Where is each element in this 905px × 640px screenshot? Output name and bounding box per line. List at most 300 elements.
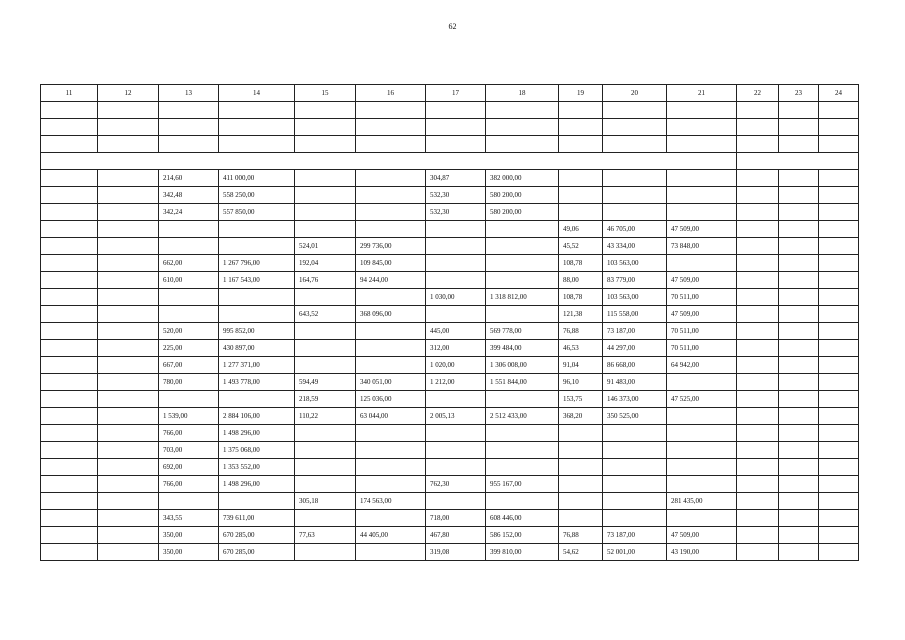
table-cell bbox=[98, 408, 159, 425]
table-cell: 569 778,00 bbox=[486, 323, 559, 340]
table-cell bbox=[603, 459, 667, 476]
table-cell: 73 848,00 bbox=[667, 238, 737, 255]
table-cell bbox=[295, 221, 356, 238]
table-cell bbox=[819, 425, 859, 442]
column-header: 17 bbox=[426, 85, 486, 102]
table-cell bbox=[779, 221, 819, 238]
table-cell: 164,76 bbox=[295, 272, 356, 289]
table-cell bbox=[98, 187, 159, 204]
table-cell bbox=[486, 255, 559, 272]
table-cell bbox=[737, 425, 779, 442]
table-cell bbox=[667, 374, 737, 391]
table-cell bbox=[356, 187, 426, 204]
table-cell: 70 511,00 bbox=[667, 289, 737, 306]
table-cell bbox=[779, 459, 819, 476]
table-row bbox=[41, 391, 859, 408]
table-cell: 43 334,00 bbox=[603, 238, 667, 255]
table-row bbox=[41, 187, 859, 204]
table-cell bbox=[559, 476, 603, 493]
table-cell bbox=[737, 374, 779, 391]
table-cell bbox=[559, 493, 603, 510]
table-cell bbox=[356, 204, 426, 221]
table-cell: 766,00 bbox=[159, 476, 219, 493]
table-cell bbox=[41, 493, 98, 510]
table-cell bbox=[737, 272, 779, 289]
table-cell bbox=[41, 289, 98, 306]
table-cell: 76,88 bbox=[559, 323, 603, 340]
table-cell: 91 483,00 bbox=[603, 374, 667, 391]
table-cell bbox=[819, 323, 859, 340]
table-cell bbox=[603, 510, 667, 527]
table-cell: 1 498 296,00 bbox=[219, 476, 295, 493]
table-cell bbox=[603, 425, 667, 442]
table-cell bbox=[603, 476, 667, 493]
table-cell: 430 897,00 bbox=[219, 340, 295, 357]
table-cell bbox=[41, 459, 98, 476]
table-cell bbox=[779, 527, 819, 544]
table-row bbox=[41, 323, 859, 340]
table-cell bbox=[426, 306, 486, 323]
table-cell: 350 525,00 bbox=[603, 408, 667, 425]
table-cell: 762,30 bbox=[426, 476, 486, 493]
table-cell bbox=[41, 204, 98, 221]
table-cell: 108,78 bbox=[559, 289, 603, 306]
table-cell: 1 306 008,00 bbox=[486, 357, 559, 374]
column-header: 13 bbox=[159, 85, 219, 102]
column-header: 18 bbox=[486, 85, 559, 102]
table-cell: 312,00 bbox=[426, 340, 486, 357]
column-header: 16 bbox=[356, 85, 426, 102]
table-cell bbox=[737, 527, 779, 544]
table-cell: 1 167 543,00 bbox=[219, 272, 295, 289]
table-cell bbox=[559, 187, 603, 204]
table-cell bbox=[98, 476, 159, 493]
table-cell: 1 353 552,00 bbox=[219, 459, 295, 476]
table-cell bbox=[559, 425, 603, 442]
table-cell bbox=[98, 272, 159, 289]
table-cell bbox=[356, 442, 426, 459]
table-cell bbox=[41, 323, 98, 340]
table-cell bbox=[819, 238, 859, 255]
table-cell bbox=[737, 442, 779, 459]
table-cell bbox=[559, 170, 603, 187]
table-row bbox=[41, 425, 859, 442]
table-cell bbox=[603, 204, 667, 221]
table-cell bbox=[295, 340, 356, 357]
table-cell: 1 020,00 bbox=[426, 357, 486, 374]
table-cell bbox=[603, 170, 667, 187]
table-cell bbox=[486, 425, 559, 442]
table-row bbox=[41, 544, 859, 561]
table-cell bbox=[219, 493, 295, 510]
table-cell bbox=[779, 306, 819, 323]
column-header: 23 bbox=[779, 85, 819, 102]
table-cell bbox=[667, 170, 737, 187]
table-cell: 382 000,00 bbox=[486, 170, 559, 187]
table-cell bbox=[667, 408, 737, 425]
table-cell bbox=[779, 544, 819, 561]
table-cell bbox=[98, 340, 159, 357]
column-header: 12 bbox=[98, 85, 159, 102]
table-cell: 368,20 bbox=[559, 408, 603, 425]
table-row bbox=[41, 476, 859, 493]
table-cell: 91,04 bbox=[559, 357, 603, 374]
table-cell bbox=[779, 425, 819, 442]
table-cell bbox=[667, 476, 737, 493]
table-cell bbox=[295, 459, 356, 476]
table-cell bbox=[737, 476, 779, 493]
table-cell: 1 493 778,00 bbox=[219, 374, 295, 391]
table-cell: 703,00 bbox=[159, 442, 219, 459]
table-cell: 411 000,00 bbox=[219, 170, 295, 187]
table-cell bbox=[486, 272, 559, 289]
table-cell bbox=[779, 442, 819, 459]
table-cell bbox=[98, 357, 159, 374]
table-cell bbox=[98, 238, 159, 255]
table-cell bbox=[559, 204, 603, 221]
table-cell: 2 005,13 bbox=[426, 408, 486, 425]
table-cell bbox=[219, 289, 295, 306]
table-cell bbox=[819, 340, 859, 357]
table-cell bbox=[219, 238, 295, 255]
table-cell: 103 563,00 bbox=[603, 255, 667, 272]
table-cell: 399 484,00 bbox=[486, 340, 559, 357]
table-cell: 1 212,00 bbox=[426, 374, 486, 391]
table-cell bbox=[819, 357, 859, 374]
table-cell bbox=[779, 340, 819, 357]
table-cell bbox=[737, 391, 779, 408]
table-cell: 94 244,00 bbox=[356, 272, 426, 289]
table-cell bbox=[426, 391, 486, 408]
table-cell: 214,60 bbox=[159, 170, 219, 187]
table-cell: 350,00 bbox=[159, 527, 219, 544]
table-cell: 319,08 bbox=[426, 544, 486, 561]
header-row bbox=[41, 85, 859, 102]
table-cell: 76,88 bbox=[559, 527, 603, 544]
table-cell: 96,10 bbox=[559, 374, 603, 391]
table-cell: 670 285,00 bbox=[219, 544, 295, 561]
table-cell bbox=[159, 221, 219, 238]
table-cell bbox=[819, 204, 859, 221]
table-cell bbox=[356, 459, 426, 476]
table-cell: 1 498 296,00 bbox=[219, 425, 295, 442]
table-cell bbox=[356, 544, 426, 561]
table-cell bbox=[486, 238, 559, 255]
table-cell bbox=[41, 255, 98, 272]
table-cell bbox=[159, 493, 219, 510]
table-cell bbox=[159, 306, 219, 323]
table-cell bbox=[41, 527, 98, 544]
table-cell: 174 563,00 bbox=[356, 493, 426, 510]
table-cell: 340 051,00 bbox=[356, 374, 426, 391]
table-row bbox=[41, 357, 859, 374]
table-cell: 739 611,00 bbox=[219, 510, 295, 527]
table-cell: 532,30 bbox=[426, 187, 486, 204]
table-cell: 146 373,00 bbox=[603, 391, 667, 408]
table-cell: 662,00 bbox=[159, 255, 219, 272]
table-cell bbox=[426, 442, 486, 459]
table-cell bbox=[779, 289, 819, 306]
table-cell bbox=[98, 544, 159, 561]
table-cell bbox=[737, 459, 779, 476]
table-cell bbox=[779, 408, 819, 425]
table-cell: 83 779,00 bbox=[603, 272, 667, 289]
table-cell bbox=[41, 391, 98, 408]
table-cell: 44 297,00 bbox=[603, 340, 667, 357]
table-cell bbox=[819, 306, 859, 323]
table-cell: 110,22 bbox=[295, 408, 356, 425]
table-cell bbox=[98, 170, 159, 187]
table-cell: 2 512 433,00 bbox=[486, 408, 559, 425]
table-cell: 580 200,00 bbox=[486, 187, 559, 204]
table-cell bbox=[98, 374, 159, 391]
table-cell: 299 736,00 bbox=[356, 238, 426, 255]
table-cell bbox=[295, 357, 356, 374]
table-cell bbox=[737, 187, 779, 204]
table-cell bbox=[295, 323, 356, 340]
table-cell: 108,78 bbox=[559, 255, 603, 272]
table-cell bbox=[486, 442, 559, 459]
table-row bbox=[41, 493, 859, 510]
table-cell bbox=[667, 187, 737, 204]
column-header: 19 bbox=[559, 85, 603, 102]
table-cell bbox=[98, 221, 159, 238]
table-row bbox=[41, 306, 859, 323]
table-cell: 304,87 bbox=[426, 170, 486, 187]
table-cell bbox=[41, 442, 98, 459]
table-cell: 109 845,00 bbox=[356, 255, 426, 272]
table-cell bbox=[356, 476, 426, 493]
table-cell bbox=[779, 357, 819, 374]
column-header: 21 bbox=[667, 85, 737, 102]
table-cell bbox=[819, 510, 859, 527]
table-cell: 718,00 bbox=[426, 510, 486, 527]
table-cell bbox=[98, 204, 159, 221]
table-cell bbox=[819, 289, 859, 306]
table-row bbox=[41, 442, 859, 459]
table-cell bbox=[426, 238, 486, 255]
table-cell bbox=[779, 272, 819, 289]
table-cell: 342,24 bbox=[159, 204, 219, 221]
table-row bbox=[41, 408, 859, 425]
column-header: 22 bbox=[737, 85, 779, 102]
table-cell bbox=[98, 442, 159, 459]
table-cell: 47 509,00 bbox=[667, 221, 737, 238]
table-cell: 45,52 bbox=[559, 238, 603, 255]
table-cell: 54,62 bbox=[559, 544, 603, 561]
table-cell: 70 511,00 bbox=[667, 340, 737, 357]
table-cell: 692,00 bbox=[159, 459, 219, 476]
table-cell: 594,49 bbox=[295, 374, 356, 391]
table-cell: 557 850,00 bbox=[219, 204, 295, 221]
table-cell: 47 525,00 bbox=[667, 391, 737, 408]
table-cell: 586 152,00 bbox=[486, 527, 559, 544]
table-cell bbox=[819, 391, 859, 408]
table-cell bbox=[559, 442, 603, 459]
table-cell: 70 511,00 bbox=[667, 323, 737, 340]
table-cell: 225,00 bbox=[159, 340, 219, 357]
table-cell: 580 200,00 bbox=[486, 204, 559, 221]
table-cell bbox=[559, 510, 603, 527]
table-cell bbox=[426, 272, 486, 289]
table-cell bbox=[295, 425, 356, 442]
table-cell: 86 668,00 bbox=[603, 357, 667, 374]
table-row bbox=[41, 255, 859, 272]
table-cell: 121,38 bbox=[559, 306, 603, 323]
table-cell bbox=[295, 187, 356, 204]
blank-row bbox=[41, 102, 859, 119]
table-row bbox=[41, 510, 859, 527]
table-cell: 88,00 bbox=[559, 272, 603, 289]
table-cell bbox=[819, 221, 859, 238]
table-cell: 73 187,00 bbox=[603, 527, 667, 544]
table-cell bbox=[737, 323, 779, 340]
table-cell: 766,00 bbox=[159, 425, 219, 442]
table-cell bbox=[779, 493, 819, 510]
table-cell: 64 942,00 bbox=[667, 357, 737, 374]
table-cell bbox=[486, 391, 559, 408]
table-cell bbox=[356, 357, 426, 374]
table-cell: 103 563,00 bbox=[603, 289, 667, 306]
table-cell bbox=[667, 425, 737, 442]
table-cell: 1 375 068,00 bbox=[219, 442, 295, 459]
table-cell bbox=[295, 510, 356, 527]
table-cell bbox=[737, 306, 779, 323]
table-cell: 1 318 812,00 bbox=[486, 289, 559, 306]
column-header: 24 bbox=[819, 85, 859, 102]
column-header: 20 bbox=[603, 85, 667, 102]
table-cell bbox=[819, 374, 859, 391]
table-cell: 115 558,00 bbox=[603, 306, 667, 323]
table-cell: 445,00 bbox=[426, 323, 486, 340]
table-row bbox=[41, 289, 859, 306]
table-cell bbox=[41, 357, 98, 374]
table-cell bbox=[356, 323, 426, 340]
table-cell: 524,01 bbox=[295, 238, 356, 255]
table-cell bbox=[737, 510, 779, 527]
page-number: 62 bbox=[448, 22, 457, 31]
table-cell bbox=[41, 187, 98, 204]
table-cell bbox=[737, 408, 779, 425]
blank-row bbox=[41, 119, 859, 136]
table-cell bbox=[779, 391, 819, 408]
table-cell: 1 551 844,00 bbox=[486, 374, 559, 391]
table-cell: 73 187,00 bbox=[603, 323, 667, 340]
table-cell: 558 250,00 bbox=[219, 187, 295, 204]
table-cell bbox=[559, 459, 603, 476]
table-cell bbox=[779, 510, 819, 527]
table-cell bbox=[41, 170, 98, 187]
table-cell bbox=[98, 255, 159, 272]
table-cell: 350,00 bbox=[159, 544, 219, 561]
table-cell bbox=[295, 204, 356, 221]
table-cell bbox=[779, 187, 819, 204]
table-cell bbox=[603, 187, 667, 204]
table-cell bbox=[779, 255, 819, 272]
table-row bbox=[41, 340, 859, 357]
table-row bbox=[41, 170, 859, 187]
table-cell: 1 539,00 bbox=[159, 408, 219, 425]
table-cell bbox=[356, 221, 426, 238]
column-header: 11 bbox=[41, 85, 98, 102]
table-cell bbox=[486, 306, 559, 323]
table-cell bbox=[41, 340, 98, 357]
table-cell bbox=[295, 544, 356, 561]
table-cell bbox=[41, 544, 98, 561]
table-cell bbox=[819, 272, 859, 289]
table-cell bbox=[779, 476, 819, 493]
table-cell bbox=[41, 408, 98, 425]
table-cell bbox=[779, 323, 819, 340]
column-header: 15 bbox=[295, 85, 356, 102]
table-cell: 44 405,00 bbox=[356, 527, 426, 544]
table-cell: 125 036,00 bbox=[356, 391, 426, 408]
table-cell bbox=[426, 493, 486, 510]
blank-row bbox=[41, 136, 859, 153]
table-cell bbox=[819, 255, 859, 272]
table-cell: 2 884 106,00 bbox=[219, 408, 295, 425]
table-cell bbox=[356, 340, 426, 357]
table-cell bbox=[98, 323, 159, 340]
table-cell bbox=[667, 204, 737, 221]
table-cell: 610,00 bbox=[159, 272, 219, 289]
table-cell bbox=[819, 459, 859, 476]
table-cell bbox=[356, 289, 426, 306]
table-cell: 643,52 bbox=[295, 306, 356, 323]
table-cell bbox=[98, 527, 159, 544]
table-cell: 153,75 bbox=[559, 391, 603, 408]
table-cell bbox=[98, 289, 159, 306]
table-row bbox=[41, 238, 859, 255]
table-cell: 305,18 bbox=[295, 493, 356, 510]
table-cell bbox=[819, 170, 859, 187]
table-cell bbox=[41, 510, 98, 527]
table-cell bbox=[737, 255, 779, 272]
table-cell: 342,48 bbox=[159, 187, 219, 204]
table-cell bbox=[737, 357, 779, 374]
table-cell bbox=[159, 238, 219, 255]
table-cell bbox=[41, 306, 98, 323]
table-row bbox=[41, 374, 859, 391]
table-row bbox=[41, 221, 859, 238]
table-cell: 1 030,00 bbox=[426, 289, 486, 306]
table-cell: 343,55 bbox=[159, 510, 219, 527]
table-cell bbox=[98, 510, 159, 527]
table-cell: 532,30 bbox=[426, 204, 486, 221]
table-cell bbox=[356, 425, 426, 442]
table-cell: 47 509,00 bbox=[667, 527, 737, 544]
table-cell bbox=[737, 340, 779, 357]
table-cell bbox=[486, 493, 559, 510]
table-cell bbox=[41, 374, 98, 391]
table-cell bbox=[486, 221, 559, 238]
table-cell bbox=[779, 374, 819, 391]
table-cell: 77,63 bbox=[295, 527, 356, 544]
table-cell: 218,59 bbox=[295, 391, 356, 408]
table-cell bbox=[219, 391, 295, 408]
table-cell bbox=[819, 493, 859, 510]
table-cell bbox=[295, 170, 356, 187]
table-cell bbox=[667, 459, 737, 476]
table-cell: 1 277 371,00 bbox=[219, 357, 295, 374]
table-cell bbox=[819, 442, 859, 459]
table-cell bbox=[426, 425, 486, 442]
table-cell bbox=[779, 170, 819, 187]
table-cell: 43 190,00 bbox=[667, 544, 737, 561]
table-cell bbox=[295, 476, 356, 493]
table-cell bbox=[779, 238, 819, 255]
table-cell bbox=[779, 204, 819, 221]
